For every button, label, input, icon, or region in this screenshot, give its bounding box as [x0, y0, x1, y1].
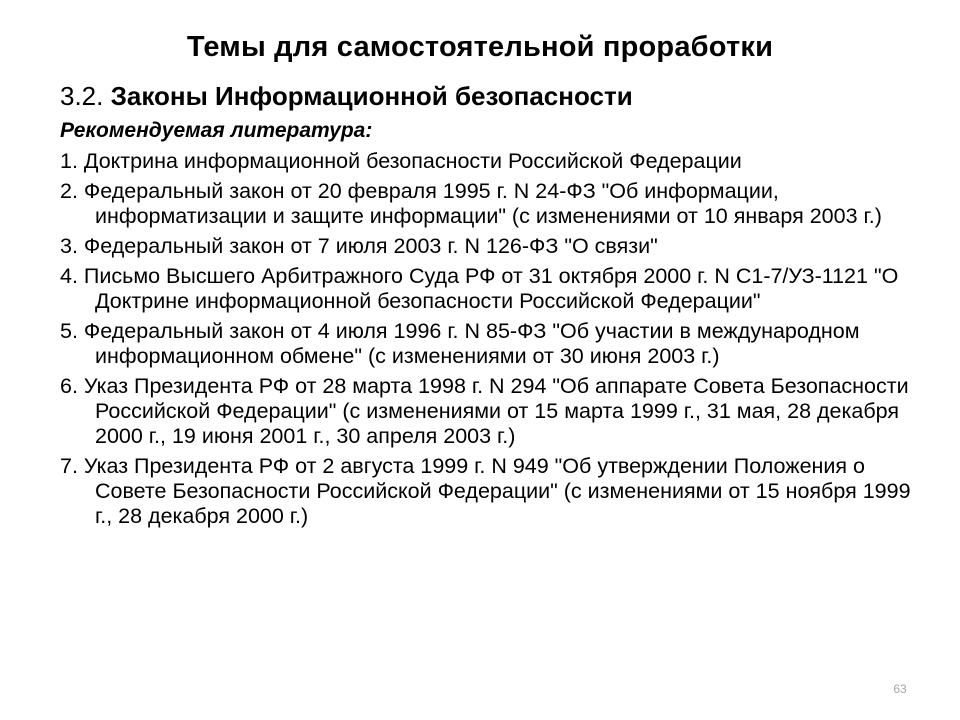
recommended-literature-label: Рекомендуемая литература: — [60, 119, 373, 142]
section-heading — [60, 80, 920, 112]
reference-item: 3. Федеральный закон от 7 июля 2003 г. N 126-ФЗ "О связи" — [60, 234, 658, 258]
slide-content — [60, 80, 920, 534]
reference-item: 7. Указ Президента РФ от 2 августа 1999 г. N 949 "Об утверждении Положения о Совете Безопасности Российской Федерации" (с изменениями от 15 ноября 1999 г., 28 декабря 2000 г.) — [60, 454, 911, 528]
reference-item: 2. Федеральный закон от 20 февраля 1995 г. N 24-ФЗ "Об информации, информатизации и защите информации" (с изменениями от 10 января 2003 г.) — [60, 179, 882, 228]
reference-list — [60, 149, 920, 529]
reference-item: 6. Указ Президента РФ от 28 марта 1998 г. N 294 "Об аппарате Совета Безопасности Российской Федерации" (с изменениями от 15 марта 1999 г., 31 мая, 28 декабря 2000 г., 19 июня 2001 г., 30 апреля 2003 г.) — [60, 374, 909, 448]
reference-item: 5. Федеральный закон от 4 июля 1996 г. N 85-ФЗ "Об участии в международном информационном обмене" (с изменениями от 30 июня 2003 г.) — [60, 319, 860, 368]
section-number: 3.2. — [60, 81, 104, 111]
reference-item: 1. Доктрина информационной безопасности Российской Федерации — [60, 149, 742, 173]
section-title: Законы Информационной безопасности — [110, 81, 633, 111]
slide-title: Темы для самостоятельной проработки — [186, 31, 774, 63]
page-number: 63 — [893, 682, 907, 696]
reference-item: 4. Письмо Высшего Арбитражного Суда РФ от 31 октября 2000 г. N С1-7/УЗ-1121 "О Доктрине информационной безопасности Российской Федерации" — [60, 264, 899, 313]
